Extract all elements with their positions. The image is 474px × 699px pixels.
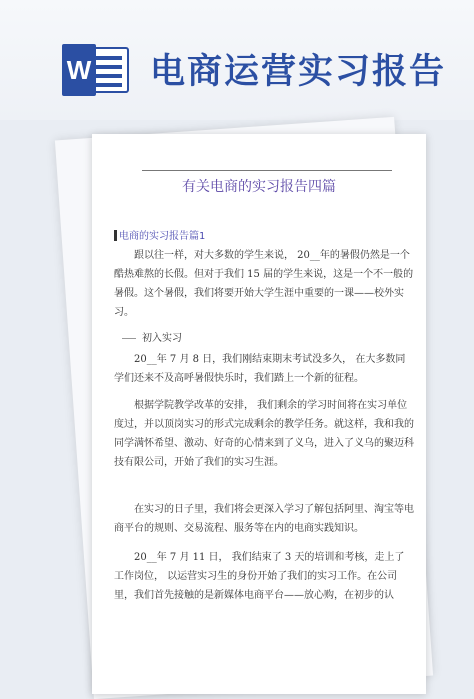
subheading [122, 329, 182, 344]
banner [0, 0, 474, 120]
document-page [92, 134, 426, 694]
paragraph: 根据学院教学改革的安排， 我们剩余的学习时间将在实习单位度过，并以顶岗实习的形式完成剩余的教学任务。就这样，我和我的同学满怀希望、激动、好奇的心情来到了义乌，进入了义乌的聚迈科技有限公司，开始了我们的实习生涯。 [114, 400, 414, 468]
header-rule [142, 170, 392, 171]
logo-letter: W [66, 55, 92, 85]
word-document-icon [62, 44, 130, 96]
section-marker [114, 230, 117, 241]
banner-title: 电商运营实习报告 [150, 52, 447, 92]
paragraph: 20__年 7 月 11 日， 我们结束了 3 天的培训和考核，走上了工作岗位， 以运营实习生的身份开始了我们的实习工作。在公司里，我们首先接触的是新媒体电商平台——放心购，在初步的认 [114, 552, 405, 601]
subheading-text: 初入实习 [142, 333, 182, 344]
section-heading [114, 227, 205, 242]
paragraph: 20__年 7 月 8 日，我们刚结束期末考试没多久， 在大多数同学们还来不及高呼暑假快乐时，我们踏上一个新的征程。 [114, 354, 406, 384]
document-title: 有关电商的实习报告四篇 [182, 179, 336, 195]
paragraph: 跟以往一样，对大多数的学生来说， 20__年的暑假仍然是一个酷热难熬的长假。但对于我们 15 届的学生来说，这是一个不一般的暑假。这个暑假，我们将要开始大学生涯中重要的一课——校外实习。 [114, 250, 414, 318]
paragraph: 在实习的日子里，我们将会更深入学习了解包括阿里、淘宝等电商平台的规则、交易流程、服务等在内的电商实践知识。 [114, 504, 414, 534]
subheading-rule [122, 338, 136, 339]
section-title: 电商的实习报告篇1 [119, 231, 206, 242]
